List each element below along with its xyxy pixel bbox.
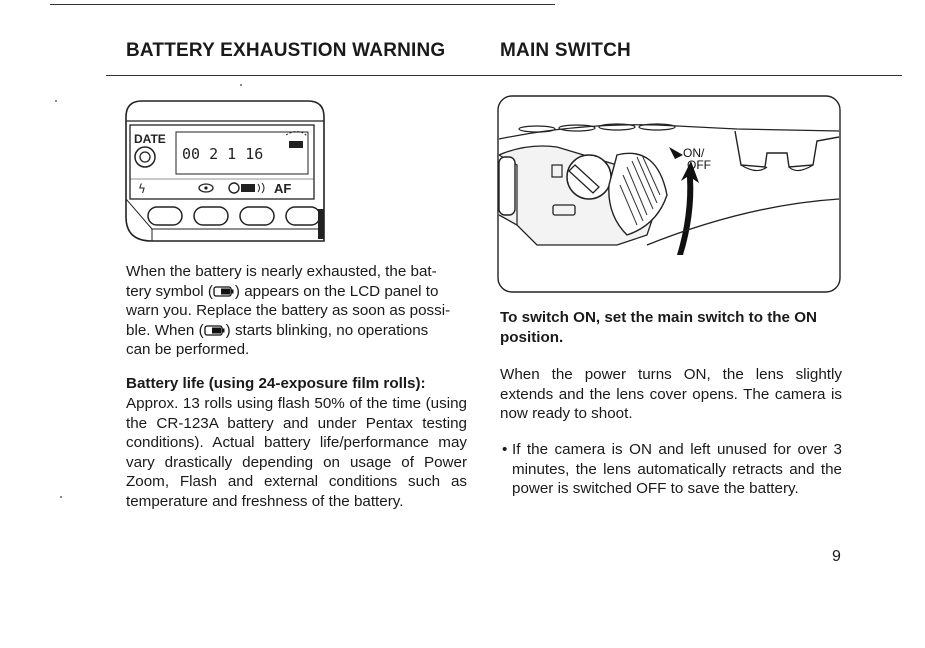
speck xyxy=(55,100,57,102)
lcd-date-digits: 00 2 1 16 xyxy=(182,145,264,163)
date-button-icon xyxy=(135,147,155,167)
header-rule xyxy=(106,75,902,76)
battery-segment-icon xyxy=(241,184,255,192)
self-timer-icon xyxy=(229,183,239,193)
rotation-arrow-icon xyxy=(677,161,699,255)
eye-icon xyxy=(199,184,213,192)
lcd-battery-icon xyxy=(289,141,303,148)
auto-off-note: If the camera is ON and left unused for over 3 minutes, the lens automatically retracts and the power is switched OFF to save the battery. xyxy=(512,441,842,498)
battery-symbol-icon xyxy=(213,286,235,297)
camera-switch-illustration xyxy=(497,95,841,293)
speck xyxy=(60,496,62,498)
bullet-marker: • xyxy=(502,441,508,458)
switch-on-label: ON/ xyxy=(683,146,705,160)
lcd-panel-illustration xyxy=(124,99,326,243)
battery-life-heading: Battery life (using 24-exposure film rolls): xyxy=(126,375,426,392)
switch-instruction: To switch ON, set the main switch to the ON position. xyxy=(500,309,818,346)
warning-line-3: warn you. Replace the battery as soon as possi- xyxy=(126,302,451,320)
lcd-date-label: DATE xyxy=(134,132,166,146)
switch-off-label: OFF xyxy=(687,158,711,172)
battery-life-text: Approx. 13 rolls using flash 50% of the time (using the CR-123A battery and under Pentax testing conditions). Actual battery life/performance may vary drastically depending on usage of Power Zoom, Flash and external conditions such as temperature and freshness of the battery. xyxy=(126,395,467,510)
power-on-paragraph: When the power turns ON, the lens slightly extends and the lens cover opens. The camera is now ready to shoot. xyxy=(500,366,842,423)
heading-main-switch: MAIN SWITCH xyxy=(500,40,631,61)
lcd-buttons xyxy=(148,207,320,225)
warning-line-1: When the battery is nearly exhausted, the bat- xyxy=(126,263,437,280)
top-rule xyxy=(50,4,555,5)
speck xyxy=(240,84,242,86)
battery-symbol-icon xyxy=(204,325,226,336)
warning-line-2a: tery symbol ( xyxy=(126,282,213,300)
warning-line-5: can be performed. xyxy=(126,341,250,359)
lcd-af-label: AF xyxy=(274,181,292,196)
warning-paragraph xyxy=(126,262,466,360)
warning-line-4a: ble. When ( xyxy=(126,321,204,339)
flash-icon: ϟ xyxy=(138,182,146,196)
heading-battery-warning: BATTERY EXHAUSTION WARNING xyxy=(126,40,446,61)
warning-line-4b: ) starts blinking, no operations xyxy=(225,321,429,339)
warning-line-2b: ) appears on the LCD panel to xyxy=(234,282,439,300)
page-number: 9 xyxy=(832,548,841,565)
